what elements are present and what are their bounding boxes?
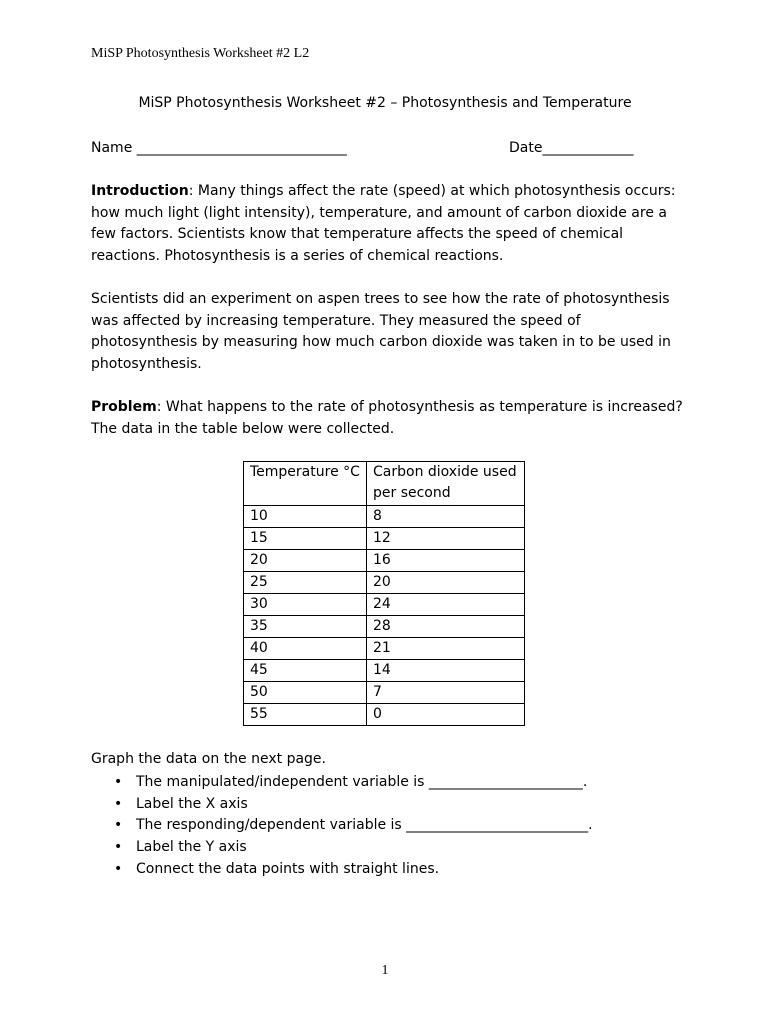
- bullet-icon: •: [114, 774, 123, 790]
- temperature-cell: 40: [244, 638, 367, 660]
- table-header-row: [244, 462, 525, 506]
- carbon-dioxide-cell: 21: [367, 638, 525, 660]
- data-table: [243, 461, 525, 726]
- task-item: [91, 772, 593, 794]
- temperature-cell: 25: [244, 572, 367, 594]
- problem-label: Problem: [91, 399, 157, 415]
- header-temperature: Temperature °C: [244, 462, 367, 506]
- page-header: MiSP Photosynthesis Worksheet #2 L2: [91, 46, 310, 61]
- bullet-icon: •: [114, 839, 123, 856]
- task-item: [91, 837, 593, 859]
- carbon-dioxide-cell: 7: [367, 682, 525, 704]
- temperature-cell: 45: [244, 660, 367, 682]
- worksheet-title: MiSP Photosynthesis Worksheet #2 – Photosynthesis and Temperature: [138, 95, 632, 111]
- table-row: [244, 682, 525, 704]
- bullet-icon: •: [114, 817, 123, 834]
- carbon-dioxide-cell: 14: [367, 660, 525, 682]
- carbon-dioxide-cell: 0: [367, 704, 525, 726]
- table-row: [244, 528, 525, 550]
- table-row: [244, 638, 525, 660]
- temperature-cell: 35: [244, 616, 367, 638]
- task-text: Connect the data points with straight lines.: [136, 860, 440, 877]
- table-row: [244, 572, 525, 594]
- task-item: [91, 859, 593, 881]
- page-number: 1: [381, 963, 389, 978]
- bullet-icon: •: [114, 795, 123, 812]
- table-row: [244, 704, 525, 726]
- carbon-dioxide-cell: 16: [367, 550, 525, 572]
- bullet-icon: •: [114, 860, 123, 877]
- task-text: The manipulated/independent variable is ______________________.: [136, 774, 588, 790]
- name-blank: ______________________________: [136, 140, 347, 156]
- carbon-dioxide-cell: 20: [367, 572, 525, 594]
- introduction-text: : Many things affect the rate (speed) at which photosynthesis occurs: how much light (light intensity), temperature, and amount of carbon dioxide are a few factors. Scientists know that temperature affects the speed of chemical reactions. Photosynthesis is a series of chemical reactions.: [91, 183, 676, 265]
- table-row: [244, 594, 525, 616]
- temperature-cell: 10: [244, 506, 367, 528]
- graph-instructions: Graph the data on the next page.: [91, 751, 326, 767]
- temperature-cell: 50: [244, 682, 367, 704]
- task-item: [91, 794, 593, 816]
- carbon-dioxide-cell: 8: [367, 506, 525, 528]
- date-field: [509, 140, 633, 156]
- problem-paragraph: [91, 397, 691, 440]
- task-text: Label the X axis: [136, 795, 248, 812]
- introduction-label: Introduction: [91, 183, 189, 199]
- date-label: Date: [509, 140, 543, 156]
- carbon-dioxide-cell: 24: [367, 594, 525, 616]
- task-list: [91, 772, 593, 881]
- table-row: [244, 616, 525, 638]
- temperature-cell: 20: [244, 550, 367, 572]
- carbon-dioxide-cell: 28: [367, 616, 525, 638]
- name-field: [91, 140, 347, 156]
- task-item: [91, 815, 593, 837]
- temperature-cell: 30: [244, 594, 367, 616]
- table-row: [244, 550, 525, 572]
- header-carbon-dioxide: Carbon dioxide used per second: [367, 462, 525, 506]
- name-label: Name: [91, 140, 133, 156]
- carbon-dioxide-cell: 12: [367, 528, 525, 550]
- problem-text: : What happens to the rate of photosynthesis as temperature is increased? The data in the table below were collected.: [91, 399, 683, 437]
- task-text: Label the Y axis: [136, 839, 247, 856]
- table-row: [244, 660, 525, 682]
- temperature-cell: 55: [244, 704, 367, 726]
- table-row: [244, 506, 525, 528]
- experiment-paragraph: Scientists did an experiment on aspen trees to see how the rate of photosynthesis was affected by increasing temperature. They measured the speed of photosynthesis by measuring how much carbon dioxide was taken in to be used in photosynthesis.: [91, 291, 671, 373]
- date-blank: _____________: [542, 140, 634, 156]
- introduction-paragraph: [91, 181, 691, 268]
- temperature-cell: 15: [244, 528, 367, 550]
- task-text: The responding/dependent variable is __________________________.: [136, 817, 593, 834]
